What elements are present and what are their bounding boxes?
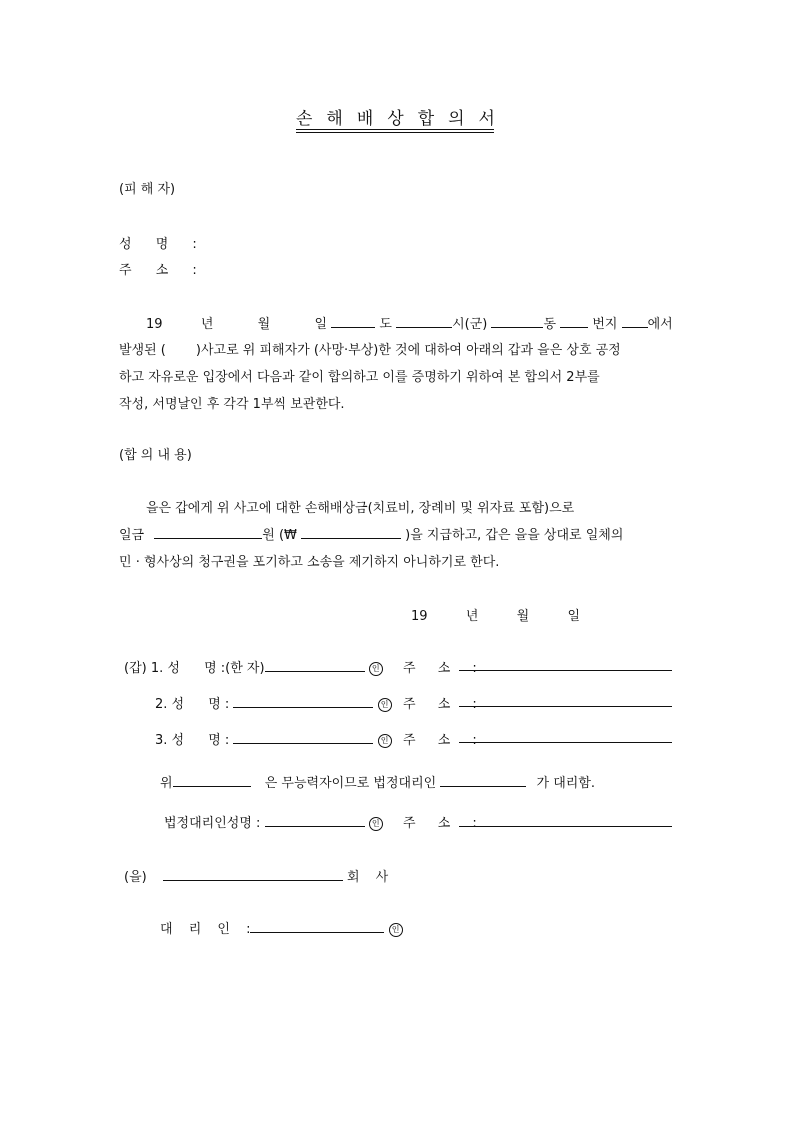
statement-line-4: 작성, 서명날인 후 각각 1부씩 보관한다. (119, 397, 345, 412)
seal-icon: 인 (378, 698, 392, 712)
amount-korean-blank[interactable] (154, 526, 262, 539)
company-label: 회 사 (346, 870, 389, 885)
address-blank-3[interactable] (459, 742, 672, 743)
blank-place[interactable] (622, 315, 648, 328)
seal-icon: 인 (369, 662, 383, 676)
agreement-line-2 (119, 524, 623, 543)
address-label-3: 주 소 : (403, 733, 477, 748)
month-label: 월 (257, 317, 271, 332)
amount-won: 원 (₩ (262, 528, 297, 543)
row3-num: 3. 성 (155, 733, 185, 748)
address-blank-1[interactable] (459, 670, 672, 671)
date-row (411, 605, 580, 624)
row2-name-label: 명 : (208, 697, 230, 712)
row1-num: 1. 성 (150, 661, 180, 676)
party-b-label: (을) (124, 870, 147, 885)
guardian-address (403, 812, 477, 831)
guardian-text: 은 무능력자이므로 법정대리인 (264, 776, 437, 791)
row2-name-blank[interactable] (233, 695, 373, 708)
row2-num: 2. 성 (155, 697, 185, 712)
company-blank[interactable] (163, 868, 343, 881)
row3-name-label: 명 : (208, 733, 230, 748)
title-underline-bottom (296, 132, 494, 133)
victim-address-label: 주 소 : (119, 263, 197, 278)
guardian-ward-blank[interactable] (173, 774, 251, 787)
blank-si[interactable] (396, 315, 452, 328)
row1-name-blank[interactable] (265, 659, 365, 672)
party-a-address-2 (403, 693, 477, 712)
victim-header: (피 해 자) (119, 182, 176, 197)
guardian-name-blank[interactable] (440, 774, 526, 787)
accident-text: )사고로 위 피해자가 (사망·부상)한 것에 대하여 아래의 갑과 을은 상호 공정 (195, 343, 621, 358)
statement-line-2 (119, 339, 621, 358)
page-title (296, 104, 509, 129)
title-text: 손해배상합의서 (296, 109, 509, 129)
si-label: 시(군) (452, 317, 488, 332)
date-year-label: 년 (465, 609, 479, 624)
guardian-signature-blank[interactable] (265, 814, 365, 827)
guardian-line (160, 772, 595, 791)
party-b-row (124, 866, 388, 885)
accident-prefix: 발생된 ( (119, 343, 166, 358)
victim-name-label: 성 명 : (119, 237, 197, 252)
title-underline-top (296, 129, 494, 130)
address-label-4: 주 소 : (403, 816, 477, 831)
party-b-agent-row (160, 918, 403, 937)
statement-line-1 (146, 313, 673, 332)
year-19: 19 (146, 317, 163, 332)
agreement-line-3: 민 · 형사상의 청구권을 포기하고 소송을 제기하지 아니하기로 한다. (119, 555, 500, 570)
dong-label: 동 (543, 317, 557, 332)
party-a-row-3 (155, 729, 392, 748)
bunji-label: 번지 (592, 317, 618, 332)
agreement-line-1: 을은 갑에게 위 사고에 대한 손해배상금(치료비, 장례비 및 위자료 포함)으로 (146, 501, 575, 516)
seal-icon: 인 (389, 923, 403, 937)
year-label: 년 (200, 317, 214, 332)
guardian-suffix: 가 대리함. (536, 776, 596, 791)
day-label: 일 (314, 317, 328, 332)
agent-label: 대 리 인 : (160, 922, 251, 937)
blank-dong[interactable] (491, 315, 543, 328)
blank-do[interactable] (331, 315, 375, 328)
party-a-address-1 (403, 657, 477, 676)
guardian-name-row (164, 812, 383, 831)
address-blank-4[interactable] (459, 826, 672, 827)
date-year: 19 (411, 609, 428, 624)
address-blank-2[interactable] (459, 706, 672, 707)
do-label: 도 (379, 317, 392, 332)
amount-number-blank[interactable] (301, 526, 401, 539)
guardian-prefix: 위 (160, 776, 173, 791)
party-a-address-3 (403, 729, 477, 748)
seal-icon: 인 (369, 817, 383, 831)
amount-suffix: )을 지급하고, 갑은 을을 상대로 일체의 (405, 528, 624, 543)
address-label-2: 주 소 : (403, 697, 477, 712)
row1-name-label: 명 :(한 자) (204, 661, 265, 676)
row3-name-blank[interactable] (233, 731, 373, 744)
amount-prefix: 일금 (119, 528, 145, 543)
blank-bunji[interactable] (560, 315, 588, 328)
party-a-label: (갑) (124, 661, 147, 676)
date-day-label: 일 (567, 609, 581, 624)
seal-icon: 인 (378, 734, 392, 748)
party-a-row-1 (124, 657, 383, 676)
eseo-label: 에서 (647, 317, 673, 332)
address-label-1: 주 소 : (403, 661, 477, 676)
agent-blank[interactable] (250, 920, 384, 933)
agreement-header: (합 의 내 용) (119, 448, 192, 463)
date-month-label: 월 (516, 609, 530, 624)
party-a-row-2 (155, 693, 392, 712)
guardian-name-label: 법정대리인성명 : (164, 816, 261, 831)
statement-line-3: 하고 자유로운 입장에서 다음과 같이 합의하고 이를 증명하기 위하여 본 합의서 2부를 (119, 370, 600, 385)
